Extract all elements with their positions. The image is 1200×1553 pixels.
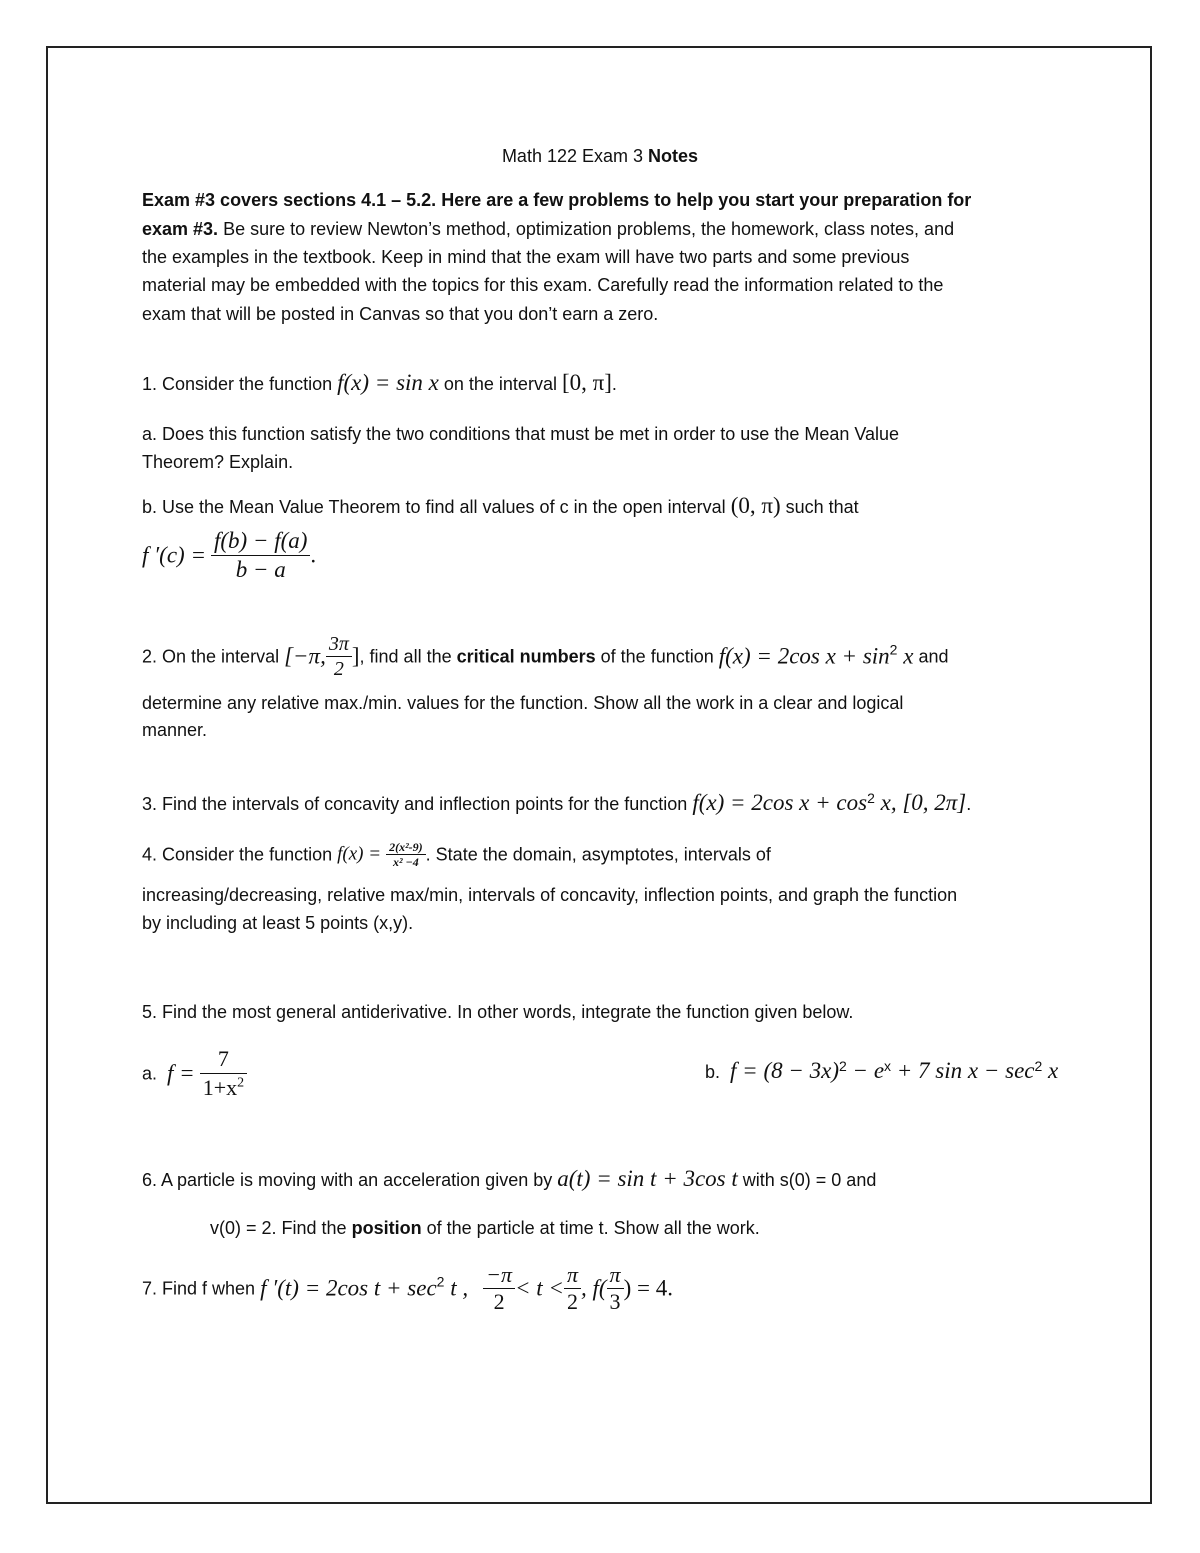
fraction-3-numerator: π <box>607 1262 624 1289</box>
problem-4-mid: . State the domain, asymptotes, intervals of <box>425 844 771 865</box>
mvt-equation <box>142 527 316 584</box>
problem-6-lead: 6. A particle is moving with an acceleration given by <box>142 1170 558 1190</box>
mvt-denominator: b − a <box>235 557 286 582</box>
problem-1a-line-1: a. Does this function satisfy the two conditions that must be met in order to use the Mean Value <box>142 424 900 444</box>
problem-4-function: f(x) = <box>337 843 382 865</box>
problem-2-line-2: determine any relative max./min. values for the function. Show all the work in a clear and logical <box>142 693 904 713</box>
problem-6-end: with s(0) = 0 and <box>737 1170 877 1190</box>
fraction-2-numerator: π <box>564 1262 581 1289</box>
problem-3-exponent: 2 <box>867 790 875 806</box>
problem-7-end: ) = 4. <box>623 1275 673 1301</box>
problem-7-fraction-3 <box>607 1262 624 1315</box>
interval-numerator: 3π <box>328 633 349 655</box>
problem-1-mid: on the interval <box>438 374 562 394</box>
problem-7-lead: 7. Find f when <box>142 1278 261 1299</box>
problem-7-f-open: , f( <box>580 1275 607 1301</box>
problem-1b-text: b. Use the Mean Value Theorem to find all values of c in the open interval <box>142 497 731 517</box>
problem-2 <box>142 632 948 681</box>
intro-line-1: Exam #3 covers sections 4.1 – 5.2. Here are a few problems to help you start your preparation for <box>142 190 972 210</box>
problem-5b-function: f = (8 − 3x) <box>730 1058 839 1083</box>
problem-7-fraction-2 <box>564 1262 581 1315</box>
problem-2-interval-open: [−π, <box>284 643 326 669</box>
problem-1b-end: such that <box>780 497 859 517</box>
problem-7-function-end: t , <box>444 1275 469 1301</box>
problem-2-and: and <box>913 646 949 667</box>
problem-5b <box>705 1058 1059 1083</box>
problem-2-function-end: x <box>897 643 914 669</box>
problem-5b-label: b. <box>705 1062 721 1082</box>
problem-4 <box>142 840 771 869</box>
intro-line-2-bold: exam #3. <box>142 219 219 239</box>
problem-7-fraction-1 <box>483 1262 515 1315</box>
problem-1-lead: 1. Consider the function <box>142 374 338 394</box>
problem-7 <box>142 1262 673 1315</box>
problem-4-line-2: increasing/decreasing, relative max/min, intervals of concavity, inflection points, and graph the function <box>142 885 958 905</box>
problem-1-function: f(x) = sin x <box>337 370 439 395</box>
problem-3-lead: 3. Find the intervals of concavity and inflection points for the function <box>142 794 693 814</box>
mvt-lhs: f ′(c) = <box>142 542 206 568</box>
problem-1b-interval: (0, π) <box>730 493 781 518</box>
problem-3-function: f(x) = 2cos x + cos <box>692 790 868 815</box>
problem-5a-den-exponent: 2 <box>237 1075 245 1091</box>
problem-5a-denominator <box>200 1074 247 1102</box>
problem-5a-lhs: f = <box>167 1060 195 1086</box>
title-bold-text: Notes <box>648 146 699 166</box>
problem-1 <box>142 370 617 395</box>
problem-7-inequality: < t < <box>515 1275 564 1301</box>
mvt-numerator: f(b) − f(a) <box>211 527 310 556</box>
page-title <box>0 146 1200 167</box>
fraction-3-denominator: 3 <box>609 1289 621 1314</box>
intro-line-5: exam that will be posted in Canvas so that you don’t earn a zero. <box>142 304 659 324</box>
problem-5b-mid2: + 7 sin x − sec <box>891 1058 1035 1083</box>
fraction-1-denominator: 2 <box>493 1289 505 1314</box>
problem-3 <box>142 790 972 815</box>
problem-2-mid2: of the function <box>595 646 719 667</box>
problem-5a <box>142 1045 247 1102</box>
problem-1-end: . <box>611 374 617 394</box>
problem-5b-exp-1: 2 <box>839 1058 847 1074</box>
problem-5a-fraction <box>200 1045 247 1102</box>
problem-6-line-2-pre: v(0) = 2. Find the <box>210 1218 352 1238</box>
problem-1-interval: [0, π] <box>561 370 612 395</box>
problem-3-end: . <box>966 794 972 814</box>
problem-5b-mid: − e <box>846 1058 885 1083</box>
problem-1a-line-2: Theorem? Explain. <box>142 452 294 472</box>
problem-2-function: f(x) = 2cos x + sin <box>718 643 890 669</box>
intro-line-2-rest: Be sure to review Newton’s method, optimization problems, the homework, class notes, and <box>218 219 955 239</box>
intro-line-4: material may be embedded with the topics for this exam. Carefully read the information related to the <box>142 275 944 295</box>
problem-5: 5. Find the most general antiderivative. In other words, integrate the function given below. <box>142 1002 854 1022</box>
problem-4-lead: 4. Consider the function <box>142 844 338 865</box>
problem-4-numerator: 2(x²-9) <box>386 840 426 855</box>
fraction-1-numerator: −π <box>483 1262 515 1289</box>
problem-6-line-2-post: of the particle at time t. Show all the work. <box>421 1218 760 1238</box>
problem-2-interval-fraction <box>326 632 352 681</box>
intro-line-3: the examples in the textbook. Keep in mind that the exam will have two parts and some previous <box>142 247 910 267</box>
problem-5a-label: a. <box>142 1063 158 1084</box>
problem-7-exponent: 2 <box>436 1273 445 1290</box>
problem-7-function: f ′(t) = 2cos t + sec <box>260 1275 437 1301</box>
title-text: Math 122 Exam 3 <box>501 146 644 166</box>
problem-2-bold: critical numbers <box>456 646 596 667</box>
mvt-period: . <box>310 542 317 568</box>
problem-4-fraction <box>386 840 426 869</box>
problem-2-interval-close: ] <box>351 643 360 669</box>
problem-6 <box>142 1166 877 1191</box>
problem-2-line-3: manner. <box>142 720 208 740</box>
problem-2-mid: , find all the <box>359 646 457 667</box>
problem-5b-exp-2: x <box>884 1058 892 1074</box>
problem-6-line-2 <box>210 1218 760 1238</box>
problem-5a-den-base: 1+x <box>202 1075 238 1100</box>
problem-3-function-end: x, [0, 2π] <box>874 790 967 815</box>
problem-5b-exp-3: 2 <box>1034 1058 1043 1074</box>
problem-6-function: a(t) = sin t + 3cos t <box>557 1166 738 1191</box>
interval-denominator: 2 <box>326 656 352 681</box>
problem-5a-numerator: 7 <box>200 1045 247 1074</box>
problem-5b-end: x <box>1042 1058 1059 1083</box>
intro-line-2 <box>142 219 954 239</box>
problem-2-lead: 2. On the interval <box>142 646 285 667</box>
mvt-fraction <box>211 527 310 584</box>
problem-4-line-3: by including at least 5 points (x,y). <box>142 913 414 933</box>
fraction-2-denominator: 2 <box>566 1289 578 1314</box>
problem-6-line-2-bold: position <box>351 1218 422 1238</box>
problem-1b-line-1 <box>142 493 859 518</box>
problem-4-denominator: x² −4 <box>392 855 419 869</box>
problem-2-exponent: 2 <box>889 641 898 658</box>
